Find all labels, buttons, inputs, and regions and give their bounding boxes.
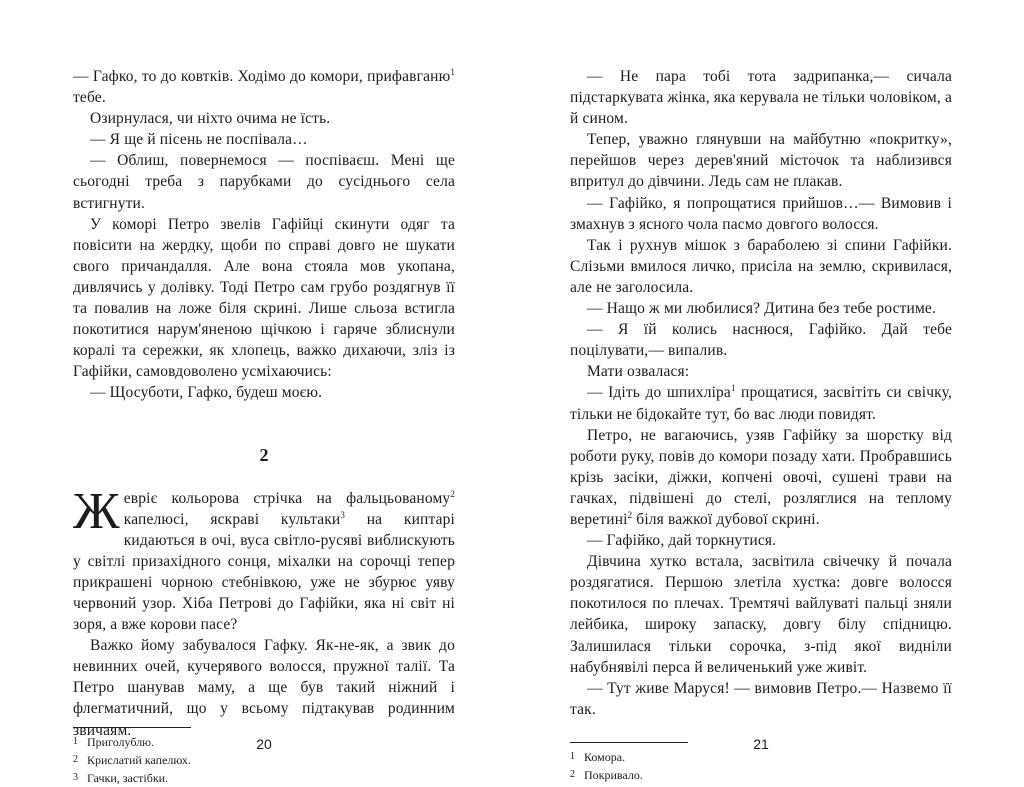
left-page-text bbox=[73, 66, 455, 404]
text-run: тебе. bbox=[73, 89, 106, 107]
text-run: — Гафко, то до ковтків. Ходімо до комори, прифавганю bbox=[73, 68, 451, 85]
text-run: евріє кольорова стрічка на фальцьованому bbox=[123, 489, 451, 507]
text-run: — Щосуботи, Гафко, будеш моєю. bbox=[90, 384, 323, 402]
paragraph bbox=[570, 298, 952, 319]
text-run: — Тут живе Маруся! — вимовив Петро.— Назвемо її так. bbox=[570, 679, 952, 718]
paragraph bbox=[73, 635, 455, 740]
footnote-number: 1 bbox=[73, 736, 78, 747]
footnote bbox=[73, 751, 455, 769]
text-run: Тепер, уважно глянувши на майбутню «покритку», перейшов через дерев'яний місточок та наблизився впритул до дівчини. Ледь сам не плакав. bbox=[570, 131, 952, 191]
footnote-text: Покривало. bbox=[584, 768, 643, 782]
text-run: Важко йому забувалося Гафку. Як-не-як, а звик до невинних очей, кучерявого волосся, пружної талії. Та Петро шанував маму, а ще був такий ніжний і флегматичний, що у всьому підтакував родинним звичаям. bbox=[73, 637, 455, 739]
footnote-text: Приголублю. bbox=[87, 735, 155, 749]
paragraph bbox=[73, 382, 455, 403]
footnote-number: 1 bbox=[570, 751, 575, 762]
paragraph bbox=[570, 551, 952, 678]
paragraph bbox=[73, 108, 455, 129]
footnote-ref: 3 bbox=[340, 509, 346, 520]
page-number-left: 20 bbox=[256, 736, 272, 752]
footnote-text: Комора. bbox=[584, 750, 626, 764]
text-run: У коморі Петро звелів Гафійці скинути одяг та повісити на жердку, щоби по справі довго не шукати свого причандалля. Але вона стояла мов укопана, дивлячись у долівку. Тоді Петро сам грубо роздягнув її та повалив на ложе біля скрині. Лише сльоза встигла покотитися нарум'яненою щічкою і гаряче зблиснули коралі та сережки, як хлопець, важко дихаючи, зліз із Гафійки, самовдоволено усміхаючись: bbox=[73, 215, 455, 381]
footnote-ref: 2 bbox=[627, 509, 633, 520]
text-run: — Не пара тобі тота задрипанка,— сичала підстаркувата жінка, яка керувала не тільки чоловіком, а й сином. bbox=[570, 68, 952, 128]
paragraph bbox=[570, 425, 952, 530]
paragraph bbox=[73, 129, 455, 150]
right-page-text bbox=[570, 66, 952, 720]
text-run: капелюсі, яскраві культаки bbox=[123, 510, 341, 528]
footnote-text: Гачки, застібки. bbox=[87, 771, 169, 785]
footnote-text: Крислатий капелюх. bbox=[87, 753, 191, 767]
text-run: — Облиш, повернемося — поспіваєш. Мені ще сьогодні треба з парубками до сусіднього села встигнути. bbox=[73, 152, 455, 212]
paragraph bbox=[570, 530, 952, 551]
text-run: на киптарі кидаються в очі, вуса світло-русяві виблискують у світлі призахідного сонця, міхалки на сорочці тепер прикрашені чорною стебнівкою, уже не збурює уяву червоний узор. Хіба Петрові до Гафійки, яка ні світ ні зоря, а вже корови пасе? bbox=[73, 510, 455, 634]
footnote-ref: 1 bbox=[730, 383, 736, 394]
footnote-number: 3 bbox=[73, 772, 78, 783]
text-run: Так і рухнув мішок з бараболею зі спини Гафійки. Слізьми вмилося личко, присіла на землю, скривилася, але не заголосила. bbox=[570, 236, 952, 296]
text-run: — Ідіть до шпихліра bbox=[587, 384, 731, 402]
text-run: прощатися, засвітіть си свічку, тільки не бідокайте тут, бо вас люди повидят. bbox=[570, 384, 952, 423]
paragraph bbox=[570, 193, 952, 235]
text-run: — Нащо ж ми любилися? Дитина без тебе ростиме. bbox=[587, 300, 936, 318]
footnote-number: 2 bbox=[570, 769, 575, 780]
paragraph bbox=[570, 678, 952, 720]
paragraph bbox=[73, 214, 455, 383]
paragraph bbox=[570, 361, 952, 382]
paragraph bbox=[73, 66, 455, 108]
footnote bbox=[73, 769, 455, 787]
paragraph bbox=[73, 482, 455, 636]
paragraph bbox=[570, 66, 952, 129]
footnote-ref: 1 bbox=[450, 67, 455, 77]
paragraph bbox=[570, 129, 952, 192]
paragraph bbox=[570, 235, 952, 298]
page-number-right: 21 bbox=[753, 736, 769, 752]
chapter-number: 2 bbox=[259, 444, 269, 465]
footnote-number: 2 bbox=[73, 754, 78, 765]
drop-cap: Ж bbox=[73, 482, 120, 540]
paragraph bbox=[570, 382, 952, 424]
text-run: — Гафійко, дай торкнутися. bbox=[587, 532, 777, 550]
text-run: Озирнулася, чи ніхто очима не їсть. bbox=[90, 110, 331, 128]
paragraph bbox=[73, 150, 455, 213]
footnote bbox=[570, 766, 952, 784]
text-run: Дівчина хутко встала, засвітила свічечку й почала роздягатися. Першою злетіла хустка: довге волосся покотилося по плечах. Тремтячі вайлуваті пальці зняли лейбика, широку запаску, довгу білу спідницю. Залишилася тільки сорочка, з-під якої видніли набубнявілі перса й величенький уже живіт. bbox=[570, 553, 952, 676]
text-run: — Я ще й пісень не поспівала… bbox=[90, 131, 308, 149]
text-run: — Я їй колись наснюся, Гафійко. Дай тебе поцілувати,— випалив. bbox=[570, 321, 952, 360]
text-run: Мати озвалася: bbox=[587, 363, 690, 381]
footnote-ref: 2 bbox=[450, 488, 455, 499]
text-run: біля важкої дубової скрині. bbox=[632, 510, 820, 528]
text-run: Петро, не вагаючись, узяв Гафійку за шорстку від роботи руку, повів до комори позаду хати. Пробравшись крізь засіки, діжки, копчені овочі, сушені трави на гачках, підвішені до стелі, розляглися на теплому веретині bbox=[570, 426, 952, 528]
text-run: — Гафійко, я попрощатися прийшов…— Вимовив і змахнув з ясного чола пасмо довгого волосся. bbox=[570, 194, 952, 233]
chapter-text bbox=[73, 482, 455, 741]
paragraph bbox=[570, 319, 952, 361]
footnote-rule bbox=[73, 727, 191, 728]
